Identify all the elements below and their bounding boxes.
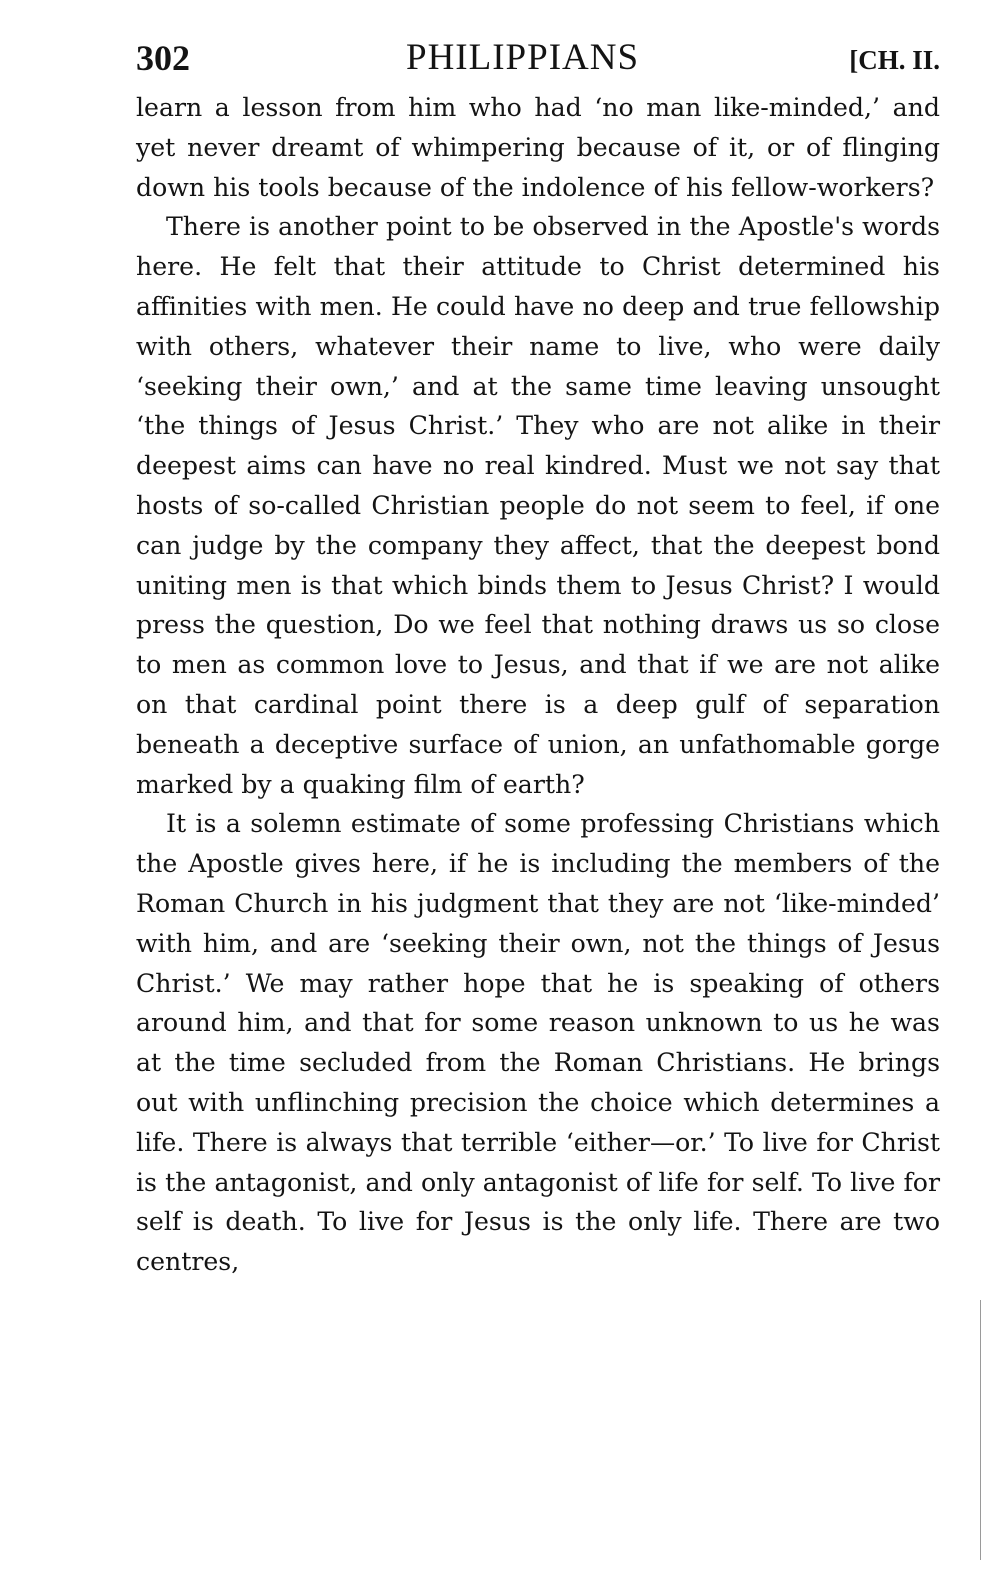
book-page — [136, 36, 940, 1282]
running-title: PHILIPPIANS — [406, 37, 640, 78]
page-number: 302 — [136, 38, 190, 78]
page-header — [136, 36, 940, 88]
paragraph: It is a solemn estimate of some professing Christians which the Apostle gives here, if he is including the members of the Roman Church in his judgment that they are not ‘like-minded’ with him, and are ‘seeking their own, not the things of Jesus Christ.’ We may rather hope that he is speaking of others around him, and that for some reason unknown to us he was at the time secluded from the Roman Christians. He brings out with unflinching precision the choice which determines a life. There is always that terrible ‘either—or.’ To live for Christ is the antagonist, and only antagonist of life for self. To live for self is death. To live for Jesus is the only life. There are two centres, — [136, 809, 940, 1277]
paragraph-continued: learn a lesson from him who had ‘no man like-minded,’ and yet never dreamt of whimpering because of it, or of flinging down his tools because of the indolence of his fellow-workers? — [136, 93, 940, 202]
body-text — [136, 88, 940, 1282]
chapter-reference: [CH. II. — [849, 45, 940, 75]
scan-margin-line — [980, 1300, 981, 1560]
paragraph: There is another point to be observed in the Apostle's words here. He felt that their attitude to Christ determined his affinities with men. He could have no deep and true fellowship with others, whatever their name to live, who were daily ‘seeking their own,’ and at the same time leaving unsought ‘the things of Jesus Christ.’ They who are not alike in their deepest aims can have no real kindred. Must we not say that hosts of so-called Christian people do not seem to feel, if one can judge by the company they affect, that the deepest bond uniting men is that which binds them to Jesus Christ? I would press the question, Do we feel that nothing draws us so close to men as common love to Jesus, and that if we are not alike on that cardinal point there is a deep gulf of separation beneath a deceptive surface of union, an unfathomable gorge marked by a quaking film of earth? — [136, 212, 940, 799]
